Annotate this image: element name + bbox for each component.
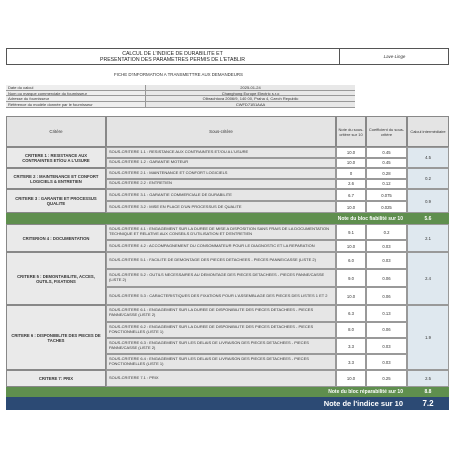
subcriterion-label: SOUS-CRITERE 4.1 : ENGAGEMENT SUR LA DUREE DE MISE A DISPOSITION SANS FRAIS DE LA DOCUMENTATION TECHNIQUE ET RELATIVE AUX CONSEILS D'UTILISATION ET D'ENTRETIEN	[106, 224, 336, 240]
subcriterion-coef: 0.03	[366, 240, 407, 252]
subcriterion-coef: 0.03	[366, 252, 407, 269]
fiabilite-total-value: 5.6	[407, 213, 449, 224]
info-label: Référence du modèle donnée par le fournisseur	[6, 102, 146, 107]
subcriterion-coef: 0.12	[366, 179, 407, 190]
col-header-critere: Critère	[6, 116, 106, 147]
subcriterion-label: SOUS-CRITERE 6.4 : ENGAGEMENT SUR LES DELAIS DE LIVRAISON DES PIECES DETACHEES - PIECES FONCTIONNELLES (LISTE 1)	[106, 354, 336, 370]
subcriterion-note: 10.0	[336, 287, 366, 305]
title-line-2: PRESENTATION DES PARAMETRES PERMIS DE L'ETABLIR	[99, 56, 246, 63]
subcriterion-coef: 0.03	[366, 338, 407, 354]
criterion-3: CRITERE 3 : GARANTIE ET PROCESSUS QUALITE	[6, 189, 106, 213]
subcriterion-note: 10.0	[336, 370, 366, 387]
subcriterion-coef: 0.2	[366, 224, 407, 240]
subcriterion-coef: 0.03	[366, 354, 407, 370]
info-value: 2025-01-24	[146, 85, 355, 90]
subcriterion-note: 8.0	[336, 322, 366, 339]
subcriterion-coef: 0.06	[366, 322, 407, 339]
subcriterion-note: 9.0	[336, 269, 366, 287]
subcriterion-note: 2.6	[336, 179, 366, 190]
subcriterion-label: SOUS-CRITERE 4.2 : ACCOMPAGNEMENT DU CONSOMMATEUR POUR LE DIAGNOSTIC ET LA REPARATION	[106, 240, 336, 252]
criterion-4-result: 2.1	[407, 224, 449, 252]
info-label: Date du calcul	[6, 85, 146, 90]
info-value: CWFD71B1AAA	[146, 102, 355, 107]
subcriterion-note: 6.3	[336, 305, 366, 322]
subcriterion-label: SOUS-CRITERE 1.2 : GARANTIE MOTEUR	[106, 158, 336, 169]
subcriterion-label: SOUS-CRITERE 6.3 : ENGAGEMENT SUR LES DELAIS DE LIVRAISON DES PIECES DETACHEES - PIECES PANNE/CASSE (LISTE 2)	[106, 338, 336, 354]
info-label: Nom ou marque commerciale du fournisseur	[6, 91, 146, 96]
info-row-model	[6, 102, 355, 108]
criterion-5-result: 2.4	[407, 252, 449, 305]
info-sheet-subtitle: FICHE D'INFORMATION A TRANSMETTRE AUX DEMANDEURS	[114, 72, 243, 77]
title-line-1: CALCUL DE L'INDICE DE DURABILITE ET	[122, 50, 223, 57]
fiabilite-total-label: Note du bloc fiabilité sur 10	[6, 213, 407, 224]
document-title	[6, 48, 340, 65]
criterion-7: CRITERE 7: PRIX	[6, 370, 106, 387]
criterion-2: CRITERE 2 : MAINTENANCE ET CONFORT LOGICIELS & ENTRETIEN	[6, 168, 106, 189]
subcriterion-label: SOUS-CRITERE 6.1 : ENGAGEMENT SUR LA DUREE DE DISPONIBILITE DES PIECES DETACHEES - PIECES PANNE/CASSE (LISTE 2)	[106, 305, 336, 322]
subcriterion-coef: 0.075	[366, 189, 407, 201]
subcriterion-label: SOUS-CRITERE 7.1 : PRIX	[106, 370, 336, 387]
subcriterion-note: 6.7	[336, 189, 366, 201]
subcriterion-label: SOUS-CRITERE 2.2 : ENTRETIEN	[106, 179, 336, 190]
info-value: Changhong Europe Electric s.r.o	[146, 91, 355, 96]
subcriterion-coef: 0.25	[366, 370, 407, 387]
subcriterion-note: 3.3	[336, 338, 366, 354]
criterion-1-result: 4.5	[407, 147, 449, 168]
col-header-coef: Coefficient du sous-critère	[366, 116, 407, 147]
subcriterion-coef: 0.025	[366, 201, 407, 213]
reparabilite-total-value: 8.8	[407, 387, 449, 397]
col-header-sous-critere: Sous-critère	[106, 116, 336, 147]
subcriterion-label: SOUS-CRITERE 5.3 : CARACTERISTIQUES DES FIXATIONS POUR L'ASSEMBLAGE DES PIECES DES LISTES 1 ET 2	[106, 287, 336, 305]
criterion-6-result: 1.9	[407, 305, 449, 370]
criterion-3-result: 0.9	[407, 189, 449, 213]
indice-total-value: 7.2	[407, 397, 449, 410]
subcriterion-coef: 0.45	[366, 158, 407, 169]
criterion-6: CRITERE 6 : DISPONIBILITE DES PIECES DE TACHES	[6, 305, 106, 370]
subcriterion-coef: 0.13	[366, 305, 407, 322]
subcriterion-label: SOUS-CRITERE 2.1 : MAINTENANCE ET CONFORT LOGICIELS	[106, 168, 336, 179]
subcriterion-note: 10.0	[336, 240, 366, 252]
subcriterion-coef: 0.06	[366, 269, 407, 287]
criterion-1: CRITERE 1 : RESISTANCE AUX CONTRAINTES ET/OU A L'USURE	[6, 147, 106, 168]
subcriterion-coef: 0.06	[366, 287, 407, 305]
criterion-4: CRITERION 4 : DOCUMENTATION	[6, 224, 106, 252]
subcriterion-note: 10.0	[336, 158, 366, 169]
criterion-2-result: 0.2	[407, 168, 449, 189]
subcriterion-coef: 0.28	[366, 168, 407, 179]
subcriterion-label: SOUS-CRITERE 5.2 : OUTILS NECESSAIRES AU DEMONTAGE DES PIECES DETACHEES - PIECES PANNE/CASSE (LISTE 2)	[106, 269, 336, 287]
indice-total-label: Note de l'indice sur 10	[6, 397, 407, 410]
reparabilite-total-label: Note du bloc réparabilité sur 10	[6, 387, 407, 397]
subcriterion-label: SOUS-CRITERE 5.1 : FACILITE DE DEMONTAGE DES PIECES DETACHEES - PIECES PANNE/CASSE (LISTE 2)	[106, 252, 336, 269]
criterion-5: CRITERE 5 : DEMONTABILITE, ACCES, OUTILS, FIXATIONS	[6, 252, 106, 305]
subcriterion-note: 9.1	[336, 224, 366, 240]
subcriterion-note: 10.0	[336, 147, 366, 158]
subcriterion-note: 0	[336, 168, 366, 179]
subcriterion-note: 6.0	[336, 252, 366, 269]
subcriterion-coef: 0.45	[366, 147, 407, 158]
subcriterion-note: 3.3	[336, 354, 366, 370]
subcriterion-label: SOUS-CRITERE 3.1 : GARANTIE COMMERCIALE DE DURABILITE	[106, 189, 336, 201]
subcriterion-label: SOUS-CRITERE 3.2 : MISE EN PLACE D'UN PROCESSUS DE QUALITE	[106, 201, 336, 213]
subcriterion-label: SOUS-CRITERE 1.1 : RESISTANCE AUX CONTRAINTES ET/OU A L'USURE	[106, 147, 336, 158]
subcriterion-label: SOUS-CRITERE 6.2 : ENGAGEMENT SUR LA DUREE DE DISPONIBILITE DES PIECES DETACHEES - PIECES FONCTIONNELLES (LISTE 1)	[106, 322, 336, 339]
col-header-note: Note du sous-critère sur 10	[336, 116, 366, 147]
info-label: Adresse du fournisseur	[6, 96, 146, 101]
col-header-calcul: Calcul intermédiaire	[407, 116, 449, 147]
subcriterion-note: 10.0	[336, 201, 366, 213]
criterion-7-result: 2.5	[407, 370, 449, 387]
info-value: Olbrachtova 2006/9, 140 00, Praha 4, Czech Republic	[146, 96, 355, 101]
product-type: Lave-Linge	[383, 54, 406, 59]
